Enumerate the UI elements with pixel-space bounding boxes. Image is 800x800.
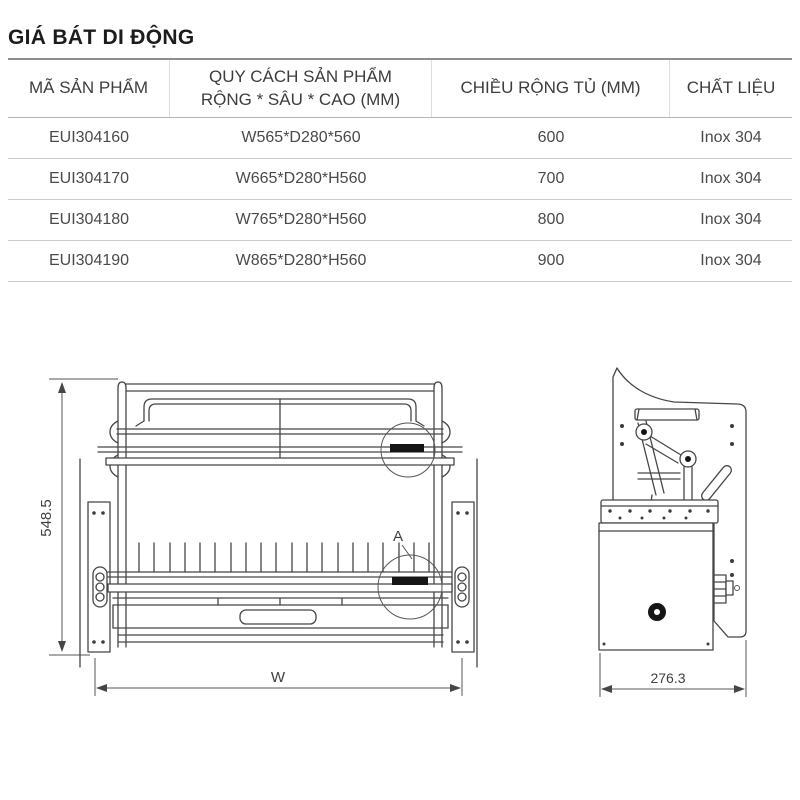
cell-material: Inox 304 (700, 211, 762, 228)
header-cabinet-width-label: CHIỀU RỘNG TỦ (MM) (460, 78, 641, 98)
cell-product-code: EUI304190 (48, 252, 130, 269)
front-handle (240, 610, 316, 624)
front-width-dimension (95, 658, 462, 696)
cell-product-spec: W865*D280*H560 (235, 252, 367, 269)
cell-cabinet-width: 700 (537, 170, 565, 187)
cell-product-spec: W565*D280*560 (241, 129, 361, 146)
front-width-dim-label: W (270, 669, 286, 686)
front-right-bracket (452, 502, 474, 652)
header-material (670, 60, 792, 117)
cell-material: Inox 304 (700, 129, 762, 146)
cell-cabinet-width: 800 (537, 211, 565, 228)
header-product-code (8, 60, 170, 117)
cell-product-spec: W765*D280*H560 (235, 211, 367, 228)
header-product-spec (170, 60, 432, 117)
table-header-row (8, 60, 792, 118)
front-view-drawing (38, 355, 483, 705)
product-spec-table (8, 58, 792, 282)
cell-product-code: EUI304170 (48, 170, 130, 187)
front-detail-a-label: A (392, 528, 404, 545)
header-product-code-label: MÃ SẢN PHẨM (28, 78, 149, 98)
front-upper-basket (98, 399, 462, 465)
table-row (8, 118, 792, 159)
header-material-label: CHẤT LIỆU (686, 78, 776, 98)
table-row (8, 159, 792, 200)
header-product-spec-line2: RỘNG * SÂU * CAO (MM) (200, 89, 401, 109)
table-row (8, 200, 792, 241)
front-lower-rack (108, 543, 452, 642)
front-left-bracket (88, 502, 110, 652)
side-view-drawing (580, 355, 770, 705)
header-cabinet-width (432, 60, 670, 117)
cell-cabinet-width: 900 (537, 252, 565, 269)
table-row (8, 241, 792, 282)
front-height-dim-label: 548.5 (38, 499, 55, 537)
side-basket (599, 523, 713, 650)
front-detail-circle-top (381, 423, 435, 477)
side-depth-dim-label: 276.3 (650, 670, 686, 686)
side-mounting-flange (601, 500, 718, 523)
cell-material: Inox 304 (700, 252, 762, 269)
cell-cabinet-width: 600 (537, 129, 565, 146)
cell-product-code: EUI304160 (48, 129, 130, 146)
header-product-spec-line1: QUY CÁCH SẢN PHẨM (209, 67, 392, 87)
cell-product-spec: W665*D280*H560 (235, 170, 367, 187)
cell-product-code: EUI304180 (48, 211, 130, 228)
cell-material: Inox 304 (700, 170, 762, 187)
page-title: GIÁ BÁT DI ĐỘNG (8, 26, 195, 49)
